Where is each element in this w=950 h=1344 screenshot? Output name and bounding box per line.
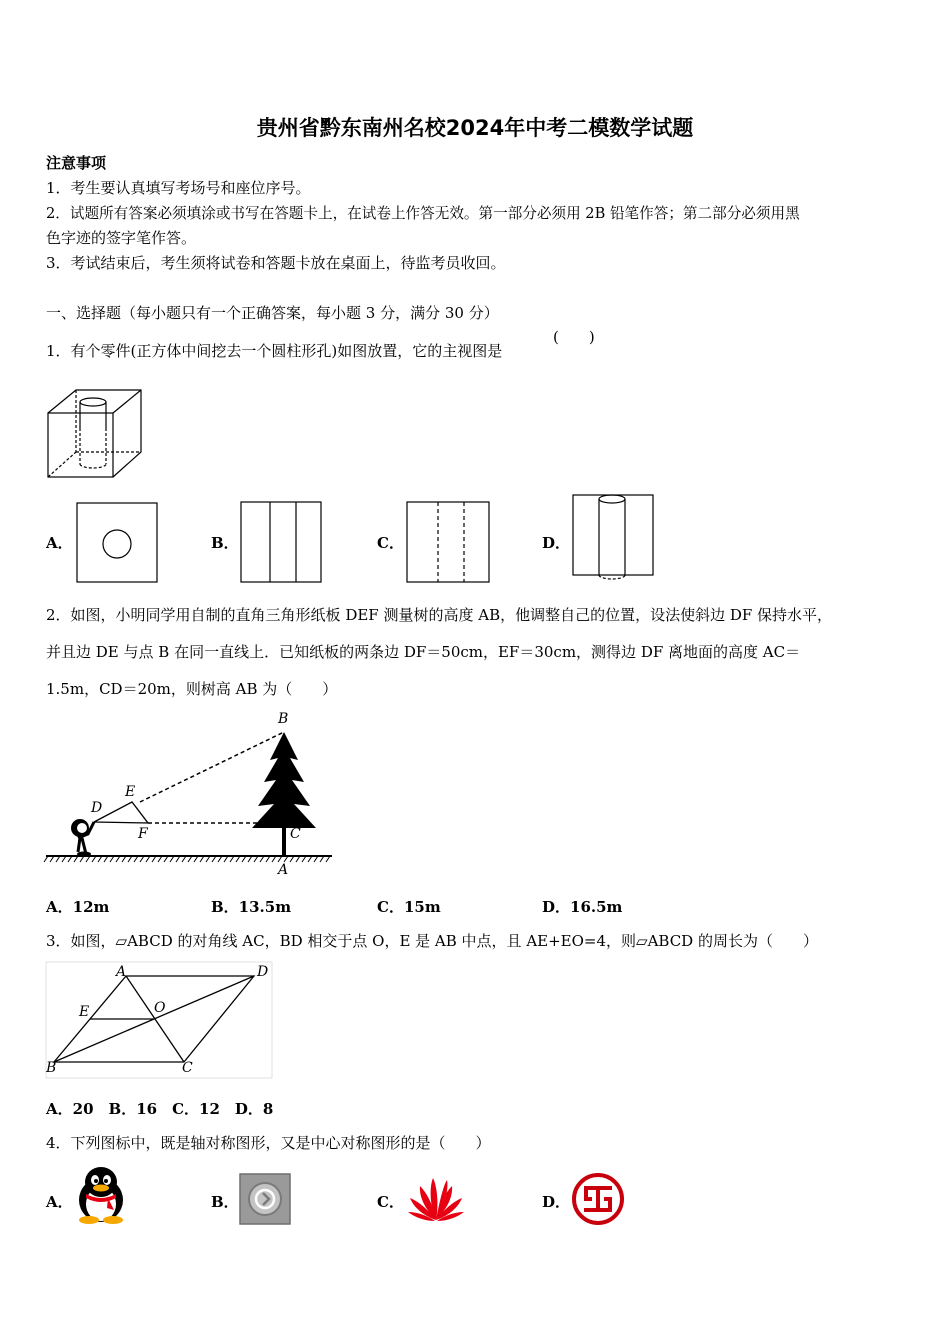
q3-options: A．20 B．16 C．12 D．8 — [46, 1100, 274, 1118]
q1-option-c-label: C． — [377, 534, 404, 552]
gray-button-icon — [239, 1173, 291, 1225]
q1-cube-figure — [46, 388, 146, 480]
qq-penguin-icon — [74, 1164, 128, 1224]
q3-label-o: O — [154, 1000, 166, 1016]
q2-label-f: F — [138, 826, 148, 842]
huawei-logo-icon — [406, 1176, 466, 1222]
q2-text-line-2: 并且边 DE 与点 B 在同一直线上．已知纸板的两条边 DF＝50cm，EF＝30cm，测得边 DF 离地面的高度 AC＝ — [46, 643, 801, 661]
q1-text: 1．有个零件(正方体中间挖去一个圆柱形孔)如图放置，它的主视图是 — [46, 342, 503, 360]
q1-bracket: ( ) — [553, 328, 595, 346]
notice-item-2-cont: 色字迹的签字笔作答。 — [46, 229, 197, 247]
q1-option-d-label: D． — [542, 534, 571, 552]
q4-option-a-label: A． — [46, 1193, 73, 1211]
q1-option-c-figure — [406, 500, 490, 584]
q3-label-d: D — [257, 964, 269, 980]
q2-option-c: C．15m — [377, 898, 441, 916]
q2-text-line-1: 2．如图，小明同学用自制的直角三角形纸板 DEF 测量树的高度 AB，他调整自己的位置，设法使斜边 DF 保持水平， — [46, 606, 833, 624]
q4-option-d-label: D． — [542, 1193, 571, 1211]
q3-label-b: B — [46, 1060, 57, 1076]
q2-tree-figure — [44, 710, 336, 880]
q2-label-b: B — [278, 711, 289, 727]
q3-label-c: C — [182, 1060, 193, 1076]
q2-option-d: D．16.5m — [542, 898, 623, 916]
q4-text: 4．下列图标中，既是轴对称图形，又是中心对称图形的是（ ） — [46, 1134, 491, 1152]
q3-label-e: E — [79, 1004, 90, 1020]
q2-text-line-3: 1.5m，CD＝20m，则树高 AB 为（ ） — [46, 680, 338, 698]
q1-option-d-figure — [572, 493, 656, 585]
section-heading: 一、选择题（每小题只有一个正确答案，每小题 3 分，满分 30 分） — [46, 304, 499, 322]
q4-option-c-label: C． — [377, 1193, 404, 1211]
q1-option-b-figure — [240, 500, 324, 584]
q3-parallelogram-figure — [46, 962, 274, 1080]
q2-label-c: C — [290, 826, 301, 842]
icbc-logo-icon — [571, 1172, 625, 1226]
q2-option-a: A．12m — [46, 898, 110, 916]
q3-text: 3．如图，▱ABCD 的对角线 AC，BD 相交于点 O，E 是 AB 中点，且 AE+EO=4，则▱ABCD 的周长为（ ） — [46, 932, 818, 950]
q2-option-b: B．13.5m — [211, 898, 292, 916]
q1-option-b-label: B． — [211, 534, 239, 552]
q1-option-a-figure — [76, 502, 158, 584]
notice-item-3: 3．考试结束后，考生须将试卷和答题卡放在桌面上，待监考员收回。 — [46, 254, 506, 272]
notice-item-2: 2．试题所有答案必须填涂或书写在答题卡上，在试卷上作答无效。第一部分必须用 2B 铅笔作答；第二部分必须用黑 — [46, 205, 800, 222]
notice-item-1: 1．考生要认真填写考场号和座位序号。 — [46, 179, 311, 197]
q4-option-b-label: B． — [211, 1193, 239, 1211]
q2-label-a: A — [278, 862, 289, 878]
page-title: 贵州省黔东南州名校2024年中考二模数学试题 — [256, 116, 694, 140]
q2-label-e: E — [125, 784, 136, 800]
q2-label-d: D — [91, 800, 103, 816]
q1-option-a-label: A． — [46, 534, 73, 552]
q3-label-a: A — [116, 964, 127, 980]
notice-heading: 注意事项 — [46, 154, 107, 172]
